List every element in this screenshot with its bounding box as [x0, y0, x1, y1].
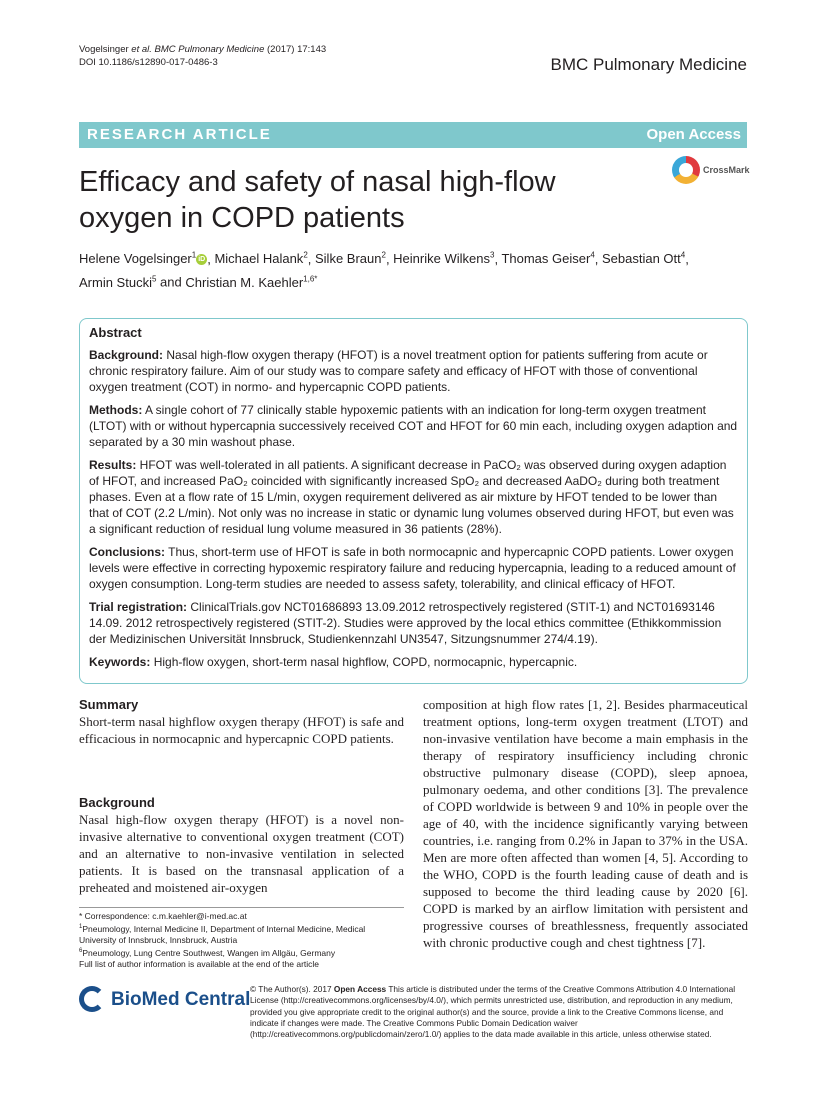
affiliation-6: $^6$Pneumology, Lung Centre Southwest, Wangen im Allgäu, Germany [79, 947, 336, 958]
crossmark-label: CrossMark [703, 165, 750, 175]
abstract-box [79, 318, 748, 684]
article-type: RESEARCH ARTICLE [87, 126, 272, 143]
orcid-icon[interactable]: iD [198, 256, 206, 264]
author[interactable]: Michael Halank$^2$ [214, 251, 308, 267]
crossmark-icon [672, 156, 700, 184]
background-text: Nasal high-flow oxygen therapy (HFOT) is a novel non-invasive alternative to conventional oxygen treatment (COT) and an alternative to non-invasive ventilation in selected patients. It is based on the transnasal application of a preheated and moistened air-oxygen [79, 812, 404, 895]
author-list: Helene Vogelsinger$^1$ iD , Michael Halank$^2$, Silke Braun$^2$, Heinrike Wilkens$^3$, Thomas Geiser$^4$, Sebastian Ott$^4$, Armin Stucki$^5$ and Christian M. Kaehler$^{1,6*}$ [79, 251, 689, 290]
author[interactable]: Christian M. Kaehler$^{1,6*}$ [185, 274, 318, 290]
biomed-ring-icon [79, 986, 105, 1012]
summary-heading: Summary [79, 697, 139, 712]
author[interactable]: Heinrike Wilkens$^3$ [393, 251, 495, 267]
crossmark-badge[interactable] [672, 156, 750, 186]
summary-section [79, 696, 404, 747]
abstract-conclusions: Conclusions: Thus, short-term use of HFOT is safe in both normocapnic and hypercapnic COPD patients. Lower oxygen levels were effective in correcting hypoxemic respiratory failure and reducing hypercapnia, leading to a reduced amount of oxygen consumption. Long-term studies are needed to assess safety, tolerability, and clinical efficacy of HFOT. [89, 545, 736, 591]
publisher-name: BioMed Central [111, 989, 251, 1010]
author-conjunction: and [160, 274, 182, 290]
footnotes [79, 907, 404, 970]
citation-volume: (2017) 17:143 [264, 44, 327, 55]
abstract-background: Background: Nasal high-flow oxygen therapy (HFOT) is a novel treatment option for patients suffering from acute or chronic respiratory failure. Aim of our study was to compare safety and efficacy of HFOT with those of conventional oxygen treatment (COT) in normo- and hypercapnic COPD patients. [89, 348, 708, 394]
background-heading: Background [79, 795, 155, 810]
open-access-label: Open Access [646, 126, 741, 143]
abstract-keywords: Keywords: High-flow oxygen, short-term nasal highflow, COPD, normocapnic, hypercapnic. [89, 655, 578, 669]
publisher-logo [79, 982, 251, 1022]
author[interactable]: Armin Stucki$^5$ [79, 274, 157, 290]
abstract-heading: Abstract [89, 325, 142, 340]
affiliation-1: $^1$Pneumology, Internal Medicine II, Department of Internal Medicine, Medical University of Innsbruck, Innsbruck, Austria [79, 923, 366, 945]
doi[interactable]: DOI 10.1186/s12890-017-0486-3 [79, 57, 218, 68]
summary-text: Short-term nasal highflow oxygen therapy (HFOT) is safe and efficacious in normocapnic and hypercapnic COPD patients. [79, 714, 404, 746]
license-text: © The Author(s). 2017 Open Access This article is distributed under the terms of the Creative Commons Attribution 4.0 International License (http://creativecommons.org/licenses/by/4.0/), which permits unrestricted use, distribution, and reproduction in any medium, provided you give appropriate credit to the original author(s) and the source, provide a link to the Creative Commons license, and indicate if changes were made. The Creative Commons Public Domain Dedication waiver (http://creativecommons.org/publicdomain/zero/1.0/) applies to the data made available in this article, unless otherwise stated. [250, 984, 736, 1040]
author[interactable]: Silke Braun$^2$ [315, 251, 386, 267]
abstract-methods: Methods: A single cohort of 77 clinically stable hypoxemic patients with an indication for long-term oxygen treatment (LTOT) with or without hypercapnia successively received COT and HFOT for 60 min each, including oxygen adaption and separated by a 30 min washout phase. [89, 403, 738, 449]
author[interactable]: Thomas Geiser$^4$ [501, 251, 595, 267]
right-column-text: composition at high flow rates [1, 2]. Besides pharmaceutical treatment options, long-term oxygen treatment (LTOT) and non-invasive ventilation have become a main emphasis in the therapy of respiratory insufficiency including chronic obstructive pulmonary disease (COPD), sleep apnoea, pulmonary oedema, and other conditions [3]. The prevalence of COPD worldwide is between 9 and 10% in people over the age of 40, with the incidence significantly varying between countries, i.e. ranging from 0.2% in Japan to 37% in the USA. Men are more often affected than women [4, 5]. According to the WHO, COPD is the fourth leading cause of death and is supposed to become the third leading cause by 2020 [6]. COPD is marked by an airflow limitation with persistent and progressive courses of breathlessness, frequently associated with chronic productive cough and chest tightness [7]. [423, 697, 748, 950]
full-author-info: Full list of author information is available at the end of the article [79, 958, 320, 969]
article-type-banner [79, 122, 747, 148]
citation-journal: et al. BMC Pulmonary Medicine [131, 44, 265, 55]
citation-header [79, 43, 326, 69]
background-section [79, 794, 404, 896]
author[interactable]: Sebastian Ott$^4$ [602, 251, 686, 267]
journal-name: BMC Pulmonary Medicine [550, 55, 747, 74]
abstract-trial-registration: Trial registration: ClinicalTrials.gov NCT01686893 13.09.2012 retrospectively registered (STIT-1) and NCT01693146 14.09. 2012 retrospectively registered (STIT-2). Studies were approved by the local ethics committee (Ethikkommission der Medizinischen Universität Innsbruck, Studienkennzahl UN3547, Sitzungsnummer 274/4.19). [89, 600, 722, 646]
abstract-results: Results: HFOT was well-tolerated in all patients. A significant decrease in PaCO₂ was observed during oxygen adaption of HFOT, and increased PaO₂ coincided with significantly increased SpO₂ and decreased AaDO₂ during both treatment phases. Even at a flow rate of 15 L/min, oxygen requirement delivered as air mixture by HFOT tended to be lower than that of COT (2.2 L/min). Not only was no increase in static or dynamic lung volumes observed during HFOT, but even was a significant reduction of residual lung volume measured in 36 patients (28%). [89, 458, 734, 536]
author[interactable]: Helene Vogelsinger$^1$ [79, 251, 197, 267]
correspondence[interactable]: * Correspondence: c.m.kaehler@i-med.ac.at [79, 911, 247, 921]
citation-authors: Vogelsinger [79, 44, 132, 55]
title-line-2: oxygen in COPD patients [79, 202, 405, 234]
title-line-1: Efficacy and safety of nasal high-flow [79, 166, 556, 198]
article-title [79, 164, 639, 236]
